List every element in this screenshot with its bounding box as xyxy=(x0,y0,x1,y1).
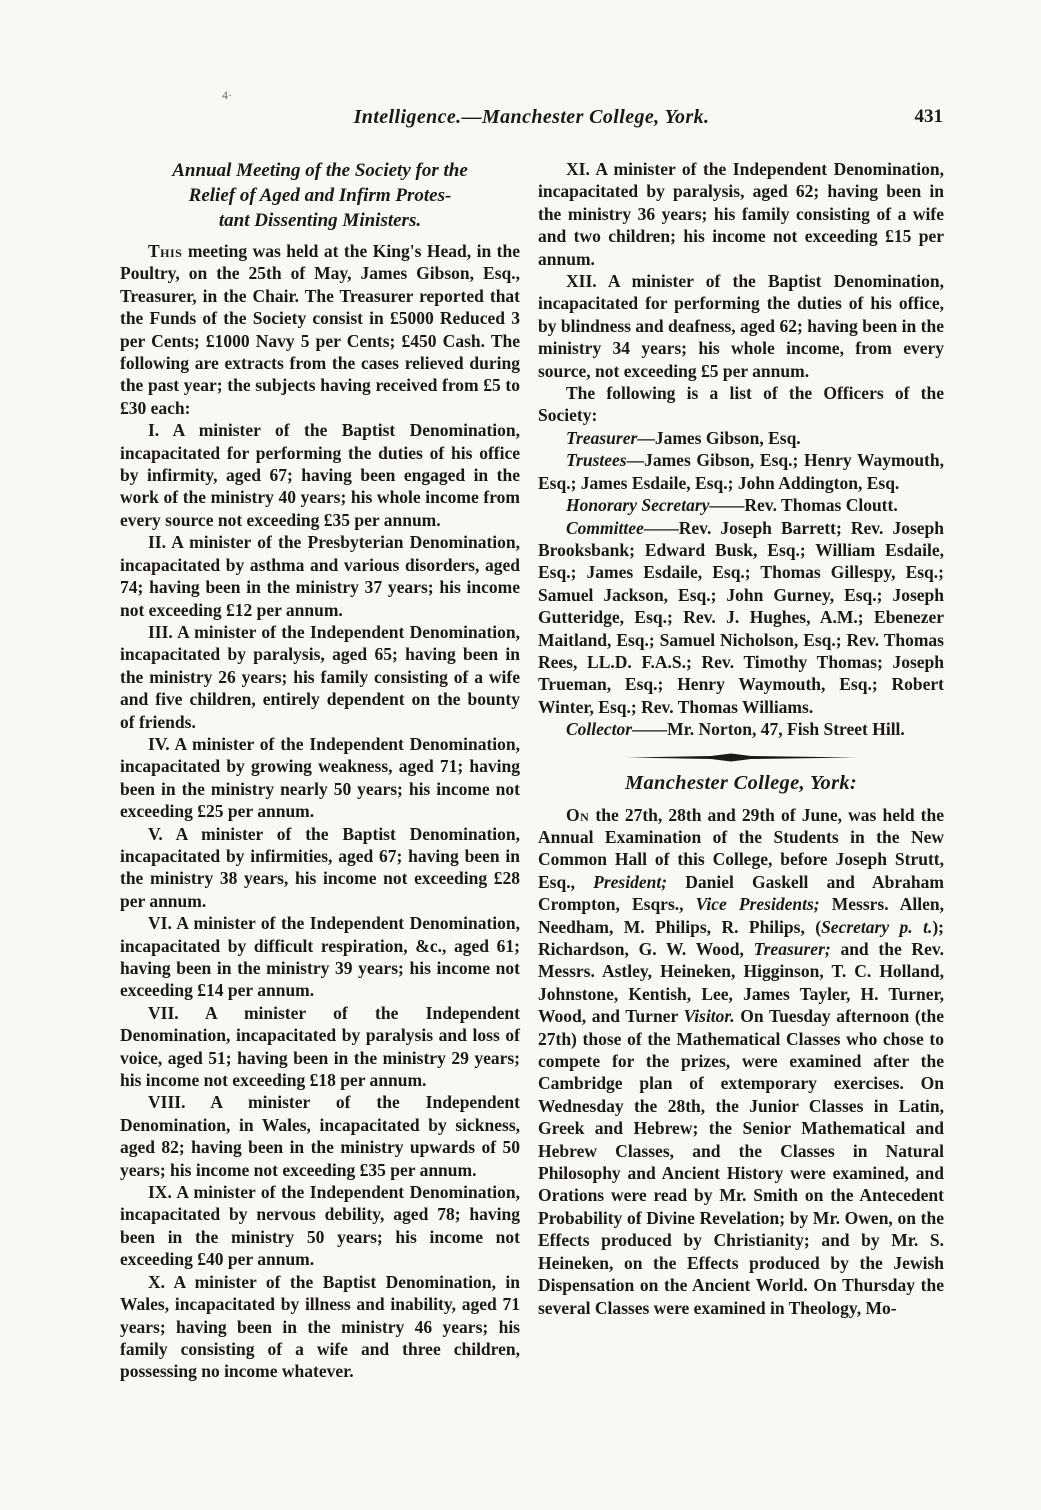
officer-role: Committee xyxy=(566,517,644,538)
article1-heading xyxy=(120,158,520,233)
italic-run: Vice Presidents; xyxy=(695,894,820,915)
column-left xyxy=(120,158,520,1383)
small-caps-run: This xyxy=(148,241,183,261)
stray-ink-mark: 4· xyxy=(222,88,232,102)
officer-names: Mr. Norton, 47, Fish Street Hill. xyxy=(667,719,905,740)
italic-run: Treasurer; xyxy=(753,939,831,959)
case-paragraph-6: VI. A minister of the Independent Denomination, incapacitated by difficult respiration, &c., aged 61; having been in the ministry 39 years; his income not exceeding £14 per annum. xyxy=(120,913,520,1001)
officer-dash: —— xyxy=(632,719,668,740)
case-paragraph-11: XI. A minister of the Independent Denomination, incapacitated by paralysis, aged 62; having been in the ministry 36 years; his family consisting of a wife and two children; his income not exceeding £15 per annum. xyxy=(538,159,944,269)
case-paragraph-3: III. A minister of the Independent Denomination, incapacitated by paralysis, aged 65; having been in the ministry 26 years; his family consisting of a wife and five children, entirely dependent on the bounty of friends. xyxy=(120,621,520,732)
officer-entry-trustees xyxy=(538,449,944,494)
officer-entry-treasurer xyxy=(538,427,944,449)
case-paragraph-5: V. A minister of the Baptist Denomination, incapacitated by infirmities, aged 67; having been in the ministry 38 years, his income not exceeding £28 per annum. xyxy=(120,823,520,911)
officer-role: Collector xyxy=(566,719,633,740)
case-paragraph-12: XII. A minister of the Baptist Denomination, incapacitated for performing the duties of his office, by blindness and deafness, aged 62; having been in the ministry 34 years; his whole income, from every source, not exceeding £5 per annum. xyxy=(538,271,944,381)
text-run: Daniel Gaskell and Abraham Crompton, Esqrs., xyxy=(538,871,944,915)
case-paragraph-1: I. A minister of the Baptist Denomination, incapacitated for performing the duties of his office by infirmity, aged 67; having been engaged in the work of the ministry 40 years; his whole income from every source not exceeding £35 per annum. xyxy=(120,420,520,530)
text-run: Messrs. Allen, Needham, M. Philips, R. Philips, ( xyxy=(538,894,944,937)
officer-dash: — xyxy=(637,427,655,448)
case-paragraph-7: VII. A minister of the Independent Denomination, incapacitated by paralysis and loss of voice, aged 51; having been in the ministry 29 years; his income not exceeding £18 per annum. xyxy=(120,1002,520,1091)
officer-names: James Gibson, Esq.; Henry Waymouth, Esq.; James Esdaile, Esq.; John Addington, Esq. xyxy=(538,450,944,493)
text-run: On Tuesday afternoon (the 27th) those of the Mathematical Classes who chose to compete for the prizes, were examined after the Cambridge plan of extemporary exercises. On Wednesday the 28th, the Junior Classes in Latin, Greek and Hebrew; the Senior Mathematical and Hebrew Classes, and the Classes in Natural Philosophy and Ancient History were examined, and Orations were read by Mr. Smith on the Antecedent Probability of Divine Revelation; by Mr. Owen, on the Effects produced by Christianity; and by Mr. S. Heineken, on the Effects produced by the Jewish Dispensation on the Ancient World. On Thursday the several Classes were examined in Theology, Mo- xyxy=(538,1006,944,1318)
article1-heading-line1: Annual Meeting of the Society for the xyxy=(172,160,468,181)
text-run: ); Richardson, G. W. Wood, xyxy=(538,916,944,959)
officer-entry-honorary-secretary xyxy=(538,494,944,516)
column-right xyxy=(538,158,944,1319)
officers-intro: The following is a list of the Officers of the Society: xyxy=(538,383,944,426)
small-caps-run: On xyxy=(566,804,590,825)
text-run: meeting was held at the King's Head, in the Poultry, on the 25th of May, James Gibson, Esq., Treasurer, in the Chair. The Treasurer reported that the Funds of the Society consist in £5000 Reduced 3 per Cents; £1000 Navy 5 per Cents; £450 Cash. The following are extracts from the cases relieved during the past year; the subjects having received from £5 to £30 each: xyxy=(120,241,520,418)
case-paragraph-4: IV. A minister of the Independent Denomination, incapacitated by growing weakness, aged 71; having been in the ministry nearly 50 years; his income not exceeding £25 per annum. xyxy=(120,733,520,822)
article1-heading-line2: Relief of Aged and Infirm Protes- xyxy=(188,185,452,206)
text-run: the 27th, 28th and 29th of June, was held the Annual Examination of the Students in the New Common Hall of this College, before Joseph Strutt, Esq., xyxy=(538,804,944,892)
officer-dash: — xyxy=(626,450,645,471)
text-run: and the Rev. Messrs. Astley, Heineken, Higginson, T. C. Holland, Johnstone, Kentish, Lee, James Tayler, H. Turner, Wood, and Turner xyxy=(538,939,944,1027)
officer-dash: —— xyxy=(643,517,679,538)
case-paragraph-2: II. A minister of the Presbyterian Denomination, incapacitated by asthma and various disorders, aged 74; having been in the ministry 37 years; his income not exceeding £12 per annum. xyxy=(120,532,520,620)
officer-names: James Gibson, Esq. xyxy=(654,427,801,448)
article2-heading: Manchester College, York: xyxy=(624,771,858,794)
officer-role: Trustees xyxy=(566,450,627,471)
page-header xyxy=(120,88,943,136)
section-divider-swelled-rule xyxy=(626,753,856,762)
two-column-text-block xyxy=(120,158,944,1383)
officer-role: Honorary Secretary xyxy=(566,495,710,516)
officer-entry-committee xyxy=(538,517,944,719)
page-number: 431 xyxy=(914,106,943,127)
case-paragraph-9: IX. A minister of the Independent Denomination, incapacitated by nervous debility, aged 78; having been in the ministry 50 years; his income not exceeding £40 per annum. xyxy=(120,1182,520,1270)
officer-names: Rev. Joseph Barrett; Rev. Joseph Brooksbank; Edward Busk, Esq.; William Esdaile, Esq.; James Esdaile, Esq.; Thomas Gillespy, Esq.; Samuel Jackson, Esq.; John Gurney, Esq.; Joseph Gutteridge, Esq.; Rev. J. Hughes, A.M.; Ebenezer Maitland, Esq.; Samuel Nicholson, Esq.; Rev. Thomas Rees, LL.D. F.A.S.; Rev. Timothy Thomas; Joseph Trueman, Esq.; Henry Waymouth, Esq.; Robert Winter, Esq.; Rev. Thomas Williams. xyxy=(538,517,944,717)
italic-run: Visitor. xyxy=(683,1006,735,1027)
case-paragraph-10: X. A minister of the Baptist Denomination, in Wales, incapacitated by illness and inability, aged 71 years; having been in the ministry 46 years; his family consisting of a wife and three children, possessing no income whatever. xyxy=(120,1271,520,1382)
case-paragraph-8: VIII. A minister of the Independent Denomination, in Wales, incapacitated by sickness, aged 82; having been in the ministry upwards of 50 years; his income not exceeding £35 per annum. xyxy=(120,1092,520,1180)
article1-heading-line3: tant Dissenting Ministers. xyxy=(218,210,422,231)
article1-intro-paragraph xyxy=(120,240,520,419)
officer-names: Rev. Thomas Cloutt. xyxy=(744,495,898,516)
italic-run: President; xyxy=(593,871,668,892)
running-title: Intelligence.—Manchester College, York. xyxy=(353,106,710,128)
officer-entry-collector xyxy=(538,718,944,740)
officer-role: Treasurer xyxy=(566,427,638,448)
officer-dash: —— xyxy=(709,495,745,516)
article2-body-paragraph xyxy=(538,804,944,1319)
italic-run: Secretary p. t. xyxy=(821,916,933,937)
